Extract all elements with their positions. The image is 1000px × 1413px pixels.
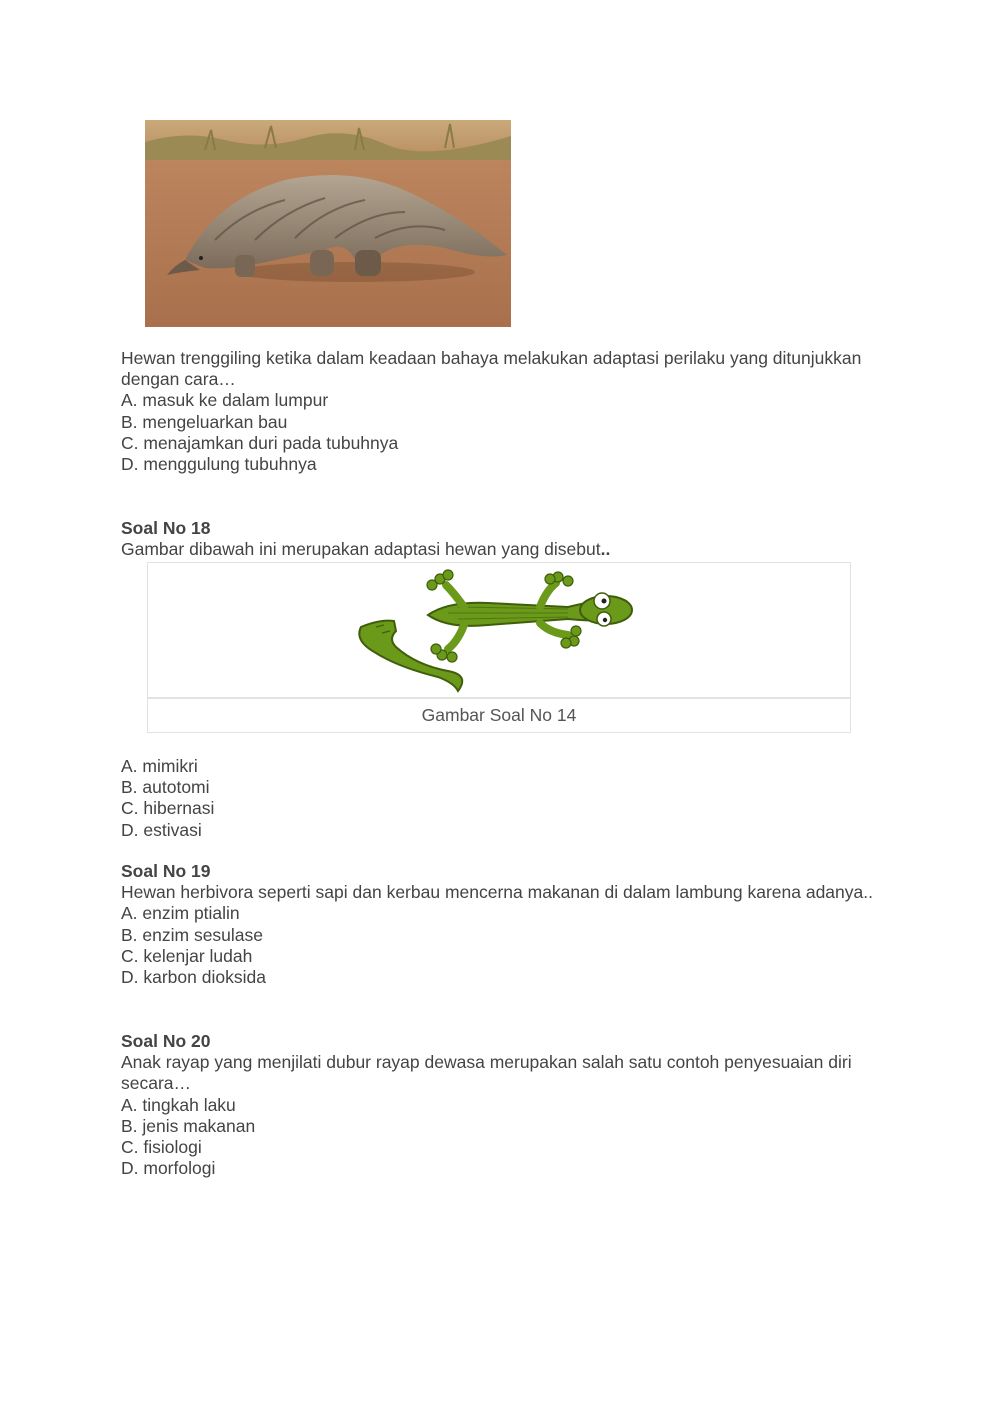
- question-17-option-c: C. menajamkan duri pada tubuhnya: [121, 432, 399, 453]
- pangolin-icon: [145, 120, 511, 327]
- question-20-heading: Soal No 20: [121, 1031, 211, 1051]
- question-17-option-d: D. menggulung tubuhnya: [121, 454, 317, 475]
- question-19-option-d: D. karbon dioksida: [121, 967, 266, 988]
- question-19-option-b: B. enzim sesulase: [121, 924, 264, 945]
- question-17-option-a: A. masuk ke dalam lumpur: [121, 390, 329, 411]
- pangolin-photo: [145, 120, 511, 327]
- figure-caption: Gambar Soal No 14: [147, 698, 851, 733]
- question-20: [121, 1031, 881, 1179]
- question-18-heading: Soal No 18: [121, 518, 211, 538]
- question-20-option-c: C. fisiologi: [121, 1137, 202, 1158]
- gecko-icon: [148, 563, 850, 697]
- question-17-option-b: B. mengeluarkan bau: [121, 411, 288, 432]
- question-18: [121, 518, 881, 560]
- question-19-heading: Soal No 19: [121, 861, 211, 881]
- question-20-option-a: A. tingkah laku: [121, 1094, 236, 1115]
- question-18-text: [121, 539, 881, 560]
- question-17-text: Hewan trenggiling ketika dalam keadaan bahaya melakukan adaptasi perilaku yang ditunjukkan dengan cara…: [121, 348, 862, 390]
- question-19-option-c: C. kelenjar ludah: [121, 945, 253, 966]
- question-18-figure: [147, 562, 851, 733]
- question-18-option-d: D. estivasi: [121, 819, 202, 840]
- question-18-text-main: Gambar dibawah ini merupakan adaptasi hewan yang disebut: [121, 539, 601, 560]
- question-18-options: [121, 756, 881, 841]
- question-17: [121, 348, 881, 475]
- question-20-option-b: B. jenis makanan: [121, 1115, 256, 1136]
- question-18-option-b: B. autotomi: [121, 777, 210, 798]
- question-19-option-a: A. enzim ptialin: [121, 903, 240, 924]
- question-19: [121, 861, 881, 988]
- gecko-figure-frame: [147, 562, 851, 698]
- question-18-text-tail: ..: [600, 539, 611, 560]
- question-18-option-a: A. mimikri: [121, 756, 198, 776]
- question-18-option-c: C. hibernasi: [121, 798, 215, 819]
- question-19-text: Hewan herbivora seperti sapi dan kerbau mencerna makanan di dalam lambung karena adanya..: [121, 882, 873, 903]
- question-20-text: Anak rayap yang menjilati dubur rayap dewasa merupakan salah satu contoh penyesuaian diri secara…: [121, 1052, 852, 1094]
- question-20-option-d: D. morfologi: [121, 1158, 216, 1179]
